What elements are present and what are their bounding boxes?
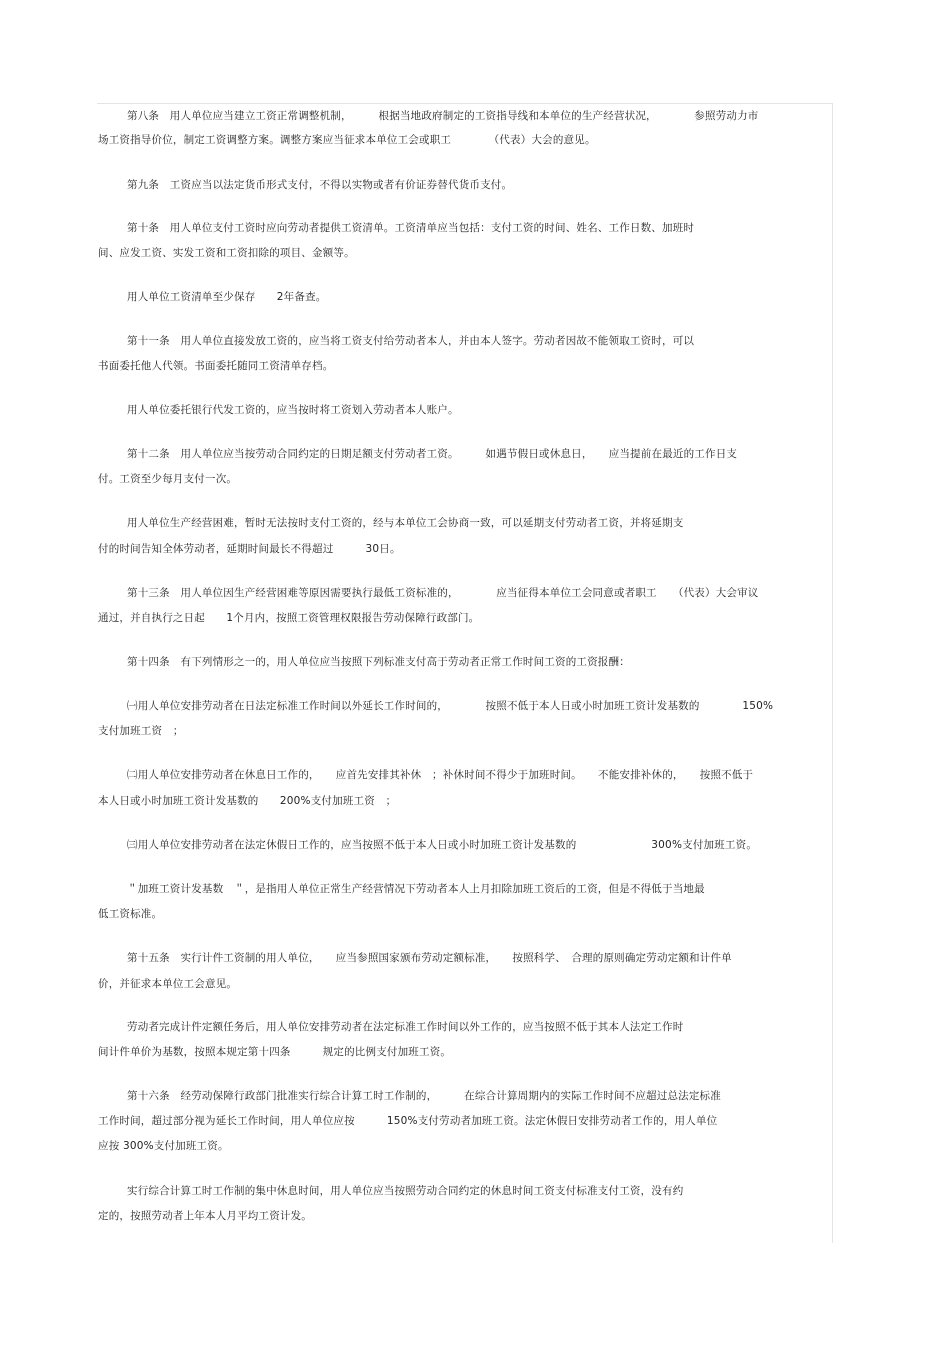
text-line: ㈢用人单位安排劳动者在法定休假日工作的，应当按照不低于本人日或小时加班工资计发基数的 300%支付加班工资。 <box>127 839 758 851</box>
text-line: ㈠用人单位安排劳动者在日法定标准工作时间以外延长工作时间的， 按照不低于本人日或小时加班工资计发基数的 150% <box>127 700 774 712</box>
text-line: 间、应发工资、实发工资和工资扣除的项目、金额等。 <box>98 247 355 259</box>
text-line: 场工资指导价位，制定工资调整方案。调整方案应当征求本单位工会或职工 （代表）大会的意见。 <box>98 134 596 146</box>
text-line: 用人单位工资清单至少保存 2年备查。 <box>127 291 327 303</box>
text-line: 通过，并自执行之日起 1个月内，按照工资管理权限报告劳动保障行政部门。 <box>98 612 480 624</box>
text-line: ＂加班工资计发基数 ＂，是指用人单位正常生产经营情况下劳动者本人上月扣除加班工资后的工资，但是不得低于当地最 <box>127 883 705 895</box>
top-border <box>97 103 832 104</box>
text-line: 第十四条 有下列情形之一的，用人单位应当按照下列标准支付高于劳动者正常工作时间工资的工资报酬： <box>127 656 630 668</box>
text-line: 用人单位委托银行代发工资的，应当按时将工资划入劳动者本人账户。 <box>127 404 459 416</box>
text-line: 付。工资至少每月支付一次。 <box>98 473 238 485</box>
text-line: 应按 300%支付加班工资。 <box>98 1140 229 1152</box>
text-line: 定的，按照劳动者上年本人月平均工资计发。 <box>98 1210 312 1222</box>
text-line: 付的时间告知全体劳动者，延期时间最长不得超过 30日。 <box>98 543 401 555</box>
text-line: 实行综合计算工时工作制的集中休息时间，用人单位应当按照劳动合同约定的休息时间工资支付标准支付工资，没有约 <box>127 1185 684 1197</box>
text-line: 工作时间，超过部分视为延长工作时间，用人单位应按 150%支付劳动者加班工资。法定休假日安排劳动者工作的，用人单位 <box>98 1115 718 1127</box>
text-line: 本人日或小时加班工资计发基数的 200%支付加班工资 ； <box>98 795 397 807</box>
text-line: 第十一条 用人单位直接发放工资的，应当将工资支付给劳动者本人，并由本人签字。劳动者因故不能领取工资时，可以 <box>127 335 695 347</box>
right-border <box>832 103 833 1243</box>
text-line: 用人单位生产经营困难，暂时无法按时支付工资的，经与本单位工会协商一致，可以延期支付劳动者工资，并将延期支 <box>127 517 684 529</box>
text-line: ㈡用人单位安排劳动者在休息日工作的， 应首先安排其补休 ；补休时间不得少于加班时间。 不能安排补休的， 按照不低于 <box>127 769 754 781</box>
text-line: 第十五条 实行计件工资制的用人单位， 应当参照国家颁布劳动定额标准， 按照科学、 合理的原则确定劳动定额和计件单 <box>127 952 732 964</box>
text-line: 第十二条 用人单位应当按劳动合同约定的日期足额支付劳动者工资。 如遇节假日或休息日， 应当提前在最近的工作日支 <box>127 448 738 460</box>
text-line: 支付加班工资 ； <box>98 725 184 737</box>
text-line: 第八条 用人单位应当建立工资正常调整机制， 根据当地政府制定的工资指导线和本单位的生产经营状况， 参照劳动力市 <box>127 110 759 122</box>
text-line: 价，并征求本单位工会意见。 <box>98 978 238 990</box>
text-line: 低工资标准。 <box>98 908 163 920</box>
text-line: 书面委托他人代领。书面委托随同工资清单存档。 <box>98 360 334 372</box>
text-line: 第十三条 用人单位因生产经营困难等原因需要执行最低工资标准的， 应当征得本单位工会同意或者职工 （代表）大会审议 <box>127 587 759 599</box>
text-line: 第十条 用人单位支付工资时应向劳动者提供工资清单。工资清单应当包括：支付工资的时间、姓名、工作日数、加班时 <box>127 222 695 234</box>
text-line: 劳动者完成计件定额任务后，用人单位安排劳动者在法定标准工作时间以外工作的，应当按照不低于其本人法定工作时 <box>127 1021 684 1033</box>
text-line: 第九条 工资应当以法定货币形式支付，不得以实物或者有价证券替代货币支付。 <box>127 179 513 191</box>
text-line: 第十六条 经劳动保障行政部门批准实行综合计算工时工作制的， 在综合计算周期内的实际工作时间不应超过总法定标准 <box>127 1090 721 1102</box>
text-line: 间计件单价为基数，按照本规定第十四条 规定的比例支付加班工资。 <box>98 1046 452 1058</box>
